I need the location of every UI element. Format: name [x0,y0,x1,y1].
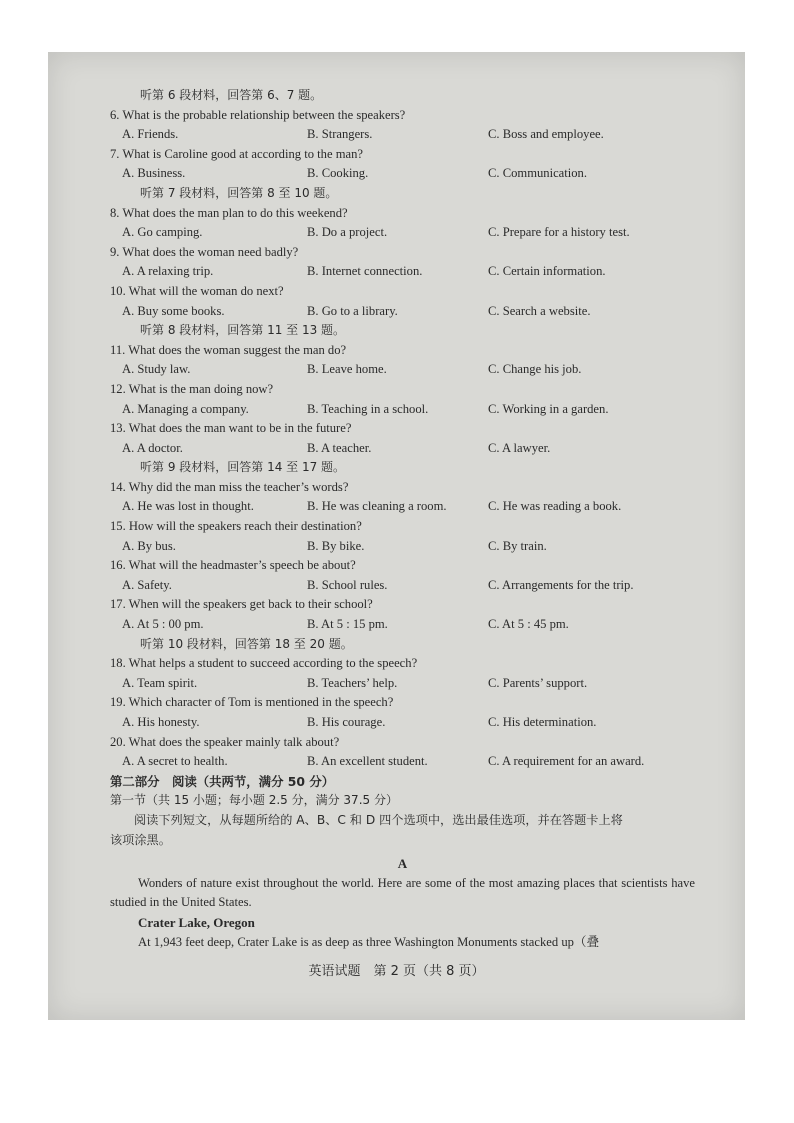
option-a: A. Buy some books. [122,303,225,318]
option-b: B. He was cleaning a room. [307,499,447,514]
option-c: C. Boss and employee. [488,127,604,142]
option-a: A. At 5 : 00 pm. [122,617,204,632]
question-9: 9. What does the woman need badly? [110,244,299,259]
question-13: 13. What does the man want to be in the future? [110,421,352,436]
page-content [110,86,695,952]
option-a: A. Managing a company. [122,401,249,416]
options-16 [110,576,695,596]
question-10: 10. What will the woman do next? [110,283,284,298]
option-b: B. At 5 : 15 pm. [307,617,388,632]
option-b: B. Teaching in a school. [307,401,429,416]
reading-instruction-line2: 该项涂黑。 [110,832,171,847]
option-c: C. A requirement for an award. [488,754,645,769]
option-b: B. Teachers’ help. [307,675,398,690]
segment-instruction-10: 听第 10 段材料，回答第 18 至 20 题。 [140,636,353,651]
options-7 [110,164,695,184]
option-c: C. Search a website. [488,303,591,318]
passage-subheading: Crater Lake, Oregon [138,914,255,930]
option-b: B. By bike. [307,538,365,553]
option-a: A. Study law. [122,362,191,377]
question-15: 15. How will the speakers reach their destination? [110,519,362,534]
option-b: B. Strangers. [307,127,373,142]
option-c: C. Arrangements for the trip. [488,577,634,592]
question-6: 6. What is the probable relationship between the speakers? [110,107,406,122]
options-19 [110,713,695,733]
part-two-heading: 第二部分 阅读（共两节，满分 50 分） [110,773,335,789]
options-17 [110,615,695,635]
option-c: C. Communication. [488,166,587,181]
option-a: A. By bus. [122,538,176,553]
question-20: 20. What does the speaker mainly talk about? [110,734,340,749]
question-19: 19. Which character of Tom is mentioned in the speech? [110,695,394,710]
option-c: C. At 5 : 45 pm. [488,617,569,632]
option-b: B. Go to a library. [307,303,398,318]
segment-instruction-6: 听第 6 段材料，回答第 6、7 题。 [140,88,323,102]
question-12: 12. What is the man doing now? [110,381,274,396]
option-a: A. Safety. [122,577,172,592]
question-7: 7. What is Caroline good at according to the man? [110,146,363,161]
question-8: 8. What does the man plan to do this weekend? [110,205,348,220]
option-a: A. Friends. [122,127,179,142]
option-c: C. Change his job. [488,362,582,377]
option-b: B. His courage. [307,715,386,729]
options-20 [110,752,695,772]
option-a: A. He was lost in thought. [122,499,254,514]
segment-instruction-7: 听第 7 段材料，回答第 8 至 10 题。 [140,185,338,200]
option-a: A. Team spirit. [122,675,198,690]
option-b: B. Do a project. [307,225,388,240]
question-17: 17. When will the speakers get back to their school? [110,597,373,612]
question-14: 14. Why did the man miss the teacher’s words? [110,479,349,494]
options-11 [110,360,695,380]
passage-paragraph: At 1,943 feet deep, Crater Lake is as deep as three Washington Monuments stacked up（叠 [138,934,600,949]
options-12 [110,400,695,420]
options-15 [110,537,695,557]
reading-instruction-line1: 阅读下列短文，从每题所给的 A、B、C 和 D 四个选项中，选出最佳选项，并在答题卡上将 [134,812,623,827]
option-a: A. A secret to health. [122,754,228,769]
option-a: A. Business. [122,166,186,181]
options-6 [110,125,695,145]
passage-label: A [397,856,408,872]
option-b: B. Internet connection. [307,264,423,279]
option-a: A. A doctor. [122,440,183,455]
question-18: 18. What helps a student to succeed according to the speech? [110,656,418,671]
option-b: B. Cooking. [307,166,369,181]
option-c: C. He was reading a book. [488,499,622,514]
option-b: B. A teacher. [307,440,372,455]
options-13 [110,439,695,459]
question-11: 11. What does the woman suggest the man do? [110,342,347,357]
options-10 [110,302,695,322]
option-c: C. His determination. [488,715,597,729]
section-one-heading: 第一节（共 15 小题；每小题 2.5 分，满分 37.5 分） [110,793,398,808]
option-b: B. School rules. [307,577,388,592]
option-c: C. By train. [488,538,547,553]
segment-instruction-8: 听第 8 段材料，回答第 11 至 13 题。 [140,323,346,338]
options-8 [110,223,695,243]
option-a: A. Go camping. [122,225,203,240]
option-c: C. Working in a garden. [488,401,609,416]
question-16: 16. What will the headmaster’s speech be about? [110,558,356,573]
option-a: A. His honesty. [122,715,200,729]
option-c: C. A lawyer. [488,440,551,455]
passage-intro: Wonders of nature exist throughout the world. Here are some of the most amazing places that scientists have studied in the United States. [110,875,695,910]
option-c: C. Parents’ support. [488,675,588,690]
segment-instruction-9: 听第 9 段材料，回答第 14 至 17 题。 [140,460,346,475]
page-footer: 英语试题 第 2 页（共 8 页） [308,964,485,979]
option-c: C. Certain information. [488,264,606,279]
options-18 [110,674,695,694]
option-b: B. Leave home. [307,362,387,377]
option-a: A. A relaxing trip. [122,264,214,279]
option-b: B. An excellent student. [307,754,428,769]
exam-page [48,52,745,1020]
options-9 [110,262,695,282]
option-c: C. Prepare for a history test. [488,225,630,240]
options-14 [110,497,695,517]
